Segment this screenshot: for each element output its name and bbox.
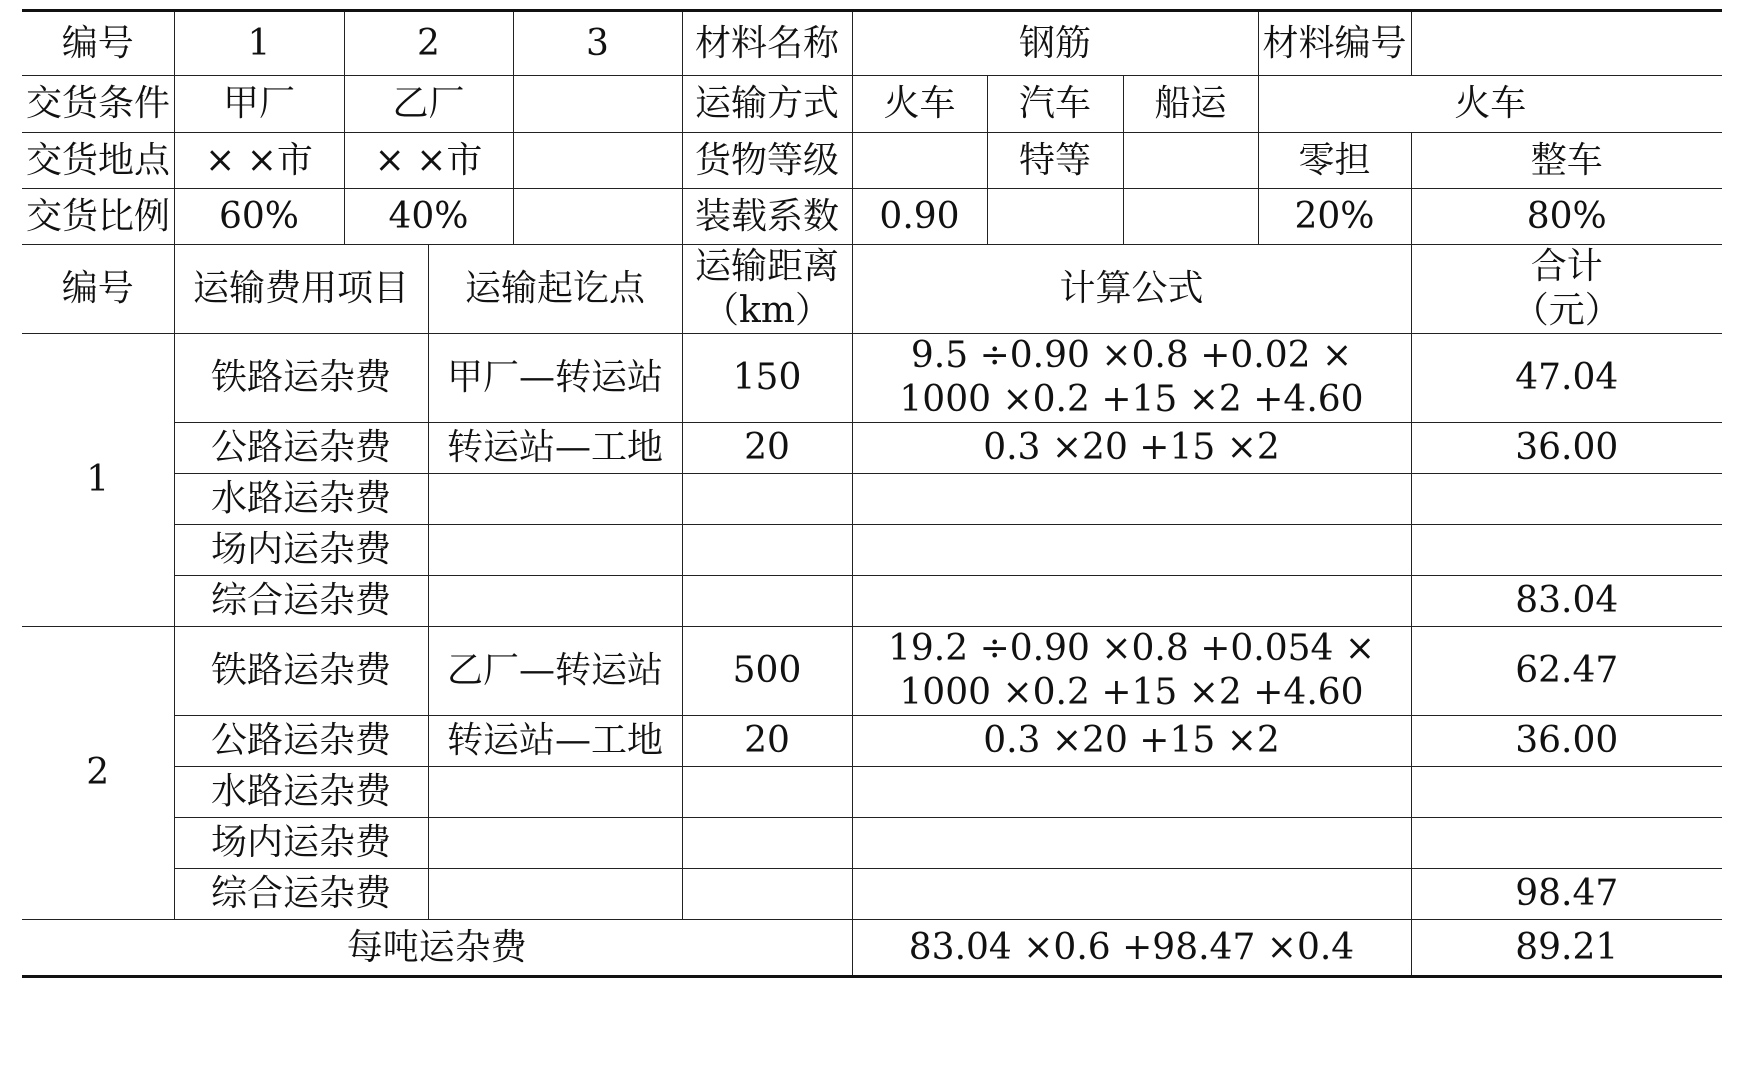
total-cell — [1411, 767, 1722, 818]
table-row — [22, 869, 1722, 920]
delivery-condition-3 — [513, 76, 682, 133]
lcl-label: 零担 — [1258, 133, 1411, 189]
col-header-distance-line2: （km） — [703, 290, 831, 331]
formula-cell — [852, 334, 1411, 423]
route-cell: 转运站—工地 — [428, 423, 682, 474]
total-cell: 47.04 — [1411, 334, 1722, 423]
route-cell: 甲厂—转运站 — [428, 334, 682, 423]
total-cell: 36.00 — [1411, 423, 1722, 474]
formula-cell: 0.3 ×20 +15 ×2 — [852, 423, 1411, 474]
table-row — [22, 627, 1722, 716]
total-cell — [1411, 474, 1722, 525]
formula-cell — [852, 474, 1411, 525]
table-row — [22, 423, 1722, 474]
delivery-condition-label: 交货条件 — [22, 76, 174, 133]
id-label: 编号 — [22, 11, 174, 76]
lcl-ratio: 20% — [1258, 189, 1411, 245]
cargo-grade-label: 货物等级 — [682, 133, 852, 189]
delivery-place-label: 交货地点 — [22, 133, 174, 189]
total-cell: 83.04 — [1411, 576, 1722, 627]
total-cell: 36.00 — [1411, 716, 1722, 767]
per-ton-cost-total: 89.21 — [1411, 920, 1722, 977]
distance-cell — [682, 869, 852, 920]
header-row-delivery-place — [22, 133, 1722, 189]
col-header-total — [1411, 245, 1722, 334]
col-header-formula: 计算公式 — [852, 245, 1411, 334]
id-cell-2: 2 — [344, 11, 513, 76]
transport-cost-table — [22, 245, 1722, 978]
cargo-grade-3 — [1123, 133, 1258, 189]
formula-line1: 19.2 ÷0.90 ×0.8 +0.054 × — [887, 628, 1376, 669]
item-cell: 水路运杂费 — [174, 474, 428, 525]
material-no-value — [1411, 11, 1722, 76]
item-cell: 综合运杂费 — [174, 869, 428, 920]
delivery-ratio-1: 60% — [174, 189, 344, 245]
delivery-ratio-label: 交货比例 — [22, 189, 174, 245]
cargo-grade-2: 特等 — [987, 133, 1123, 189]
distance-cell — [682, 525, 852, 576]
material-no-label: 材料编号 — [1258, 11, 1411, 76]
route-cell — [428, 818, 682, 869]
formula-cell — [852, 818, 1411, 869]
route-cell: 乙厂—转运站 — [428, 627, 682, 716]
delivery-ratio-2: 40% — [344, 189, 513, 245]
table-row — [22, 767, 1722, 818]
item-cell: 综合运杂费 — [174, 576, 428, 627]
route-cell — [428, 525, 682, 576]
total-cell — [1411, 525, 1722, 576]
total-cell — [1411, 818, 1722, 869]
distance-cell: 20 — [682, 423, 852, 474]
load-factor-3 — [1123, 189, 1258, 245]
table-row — [22, 474, 1722, 525]
transport-mode-train: 火车 — [852, 76, 987, 133]
table-row — [22, 576, 1722, 627]
total-cell: 62.47 — [1411, 627, 1722, 716]
transport-mode-truck: 汽车 — [987, 76, 1123, 133]
header-row-delivery-condition — [22, 76, 1722, 133]
delivery-place-3 — [513, 133, 682, 189]
fcl-ratio: 80% — [1411, 189, 1722, 245]
transport-mode-selected: 火车 — [1258, 76, 1722, 133]
load-factor-label: 装载系数 — [682, 189, 852, 245]
per-ton-cost-formula: 83.04 ×0.6 +98.47 ×0.4 — [852, 920, 1411, 977]
col-header-distance-line1: 运输距离 — [694, 246, 839, 287]
formula-cell — [852, 869, 1411, 920]
distance-cell: 20 — [682, 716, 852, 767]
column-header-row — [22, 245, 1722, 334]
route-cell — [428, 576, 682, 627]
item-cell: 公路运杂费 — [174, 716, 428, 767]
total-cell: 98.47 — [1411, 869, 1722, 920]
distance-cell — [682, 474, 852, 525]
col-header-total-line2: （元） — [1512, 290, 1621, 331]
distance-cell — [682, 818, 852, 869]
col-header-total-line1: 合计 — [1530, 246, 1603, 287]
col-header-route: 运输起讫点 — [428, 245, 682, 334]
formula-line2: 1000 ×0.2 +15 ×2 +4.60 — [899, 672, 1364, 713]
table-row — [22, 818, 1722, 869]
table-row — [22, 525, 1722, 576]
col-header-distance — [682, 245, 852, 334]
formula-cell — [852, 627, 1411, 716]
transport-mode-label: 运输方式 — [682, 76, 852, 133]
distance-cell — [682, 767, 852, 818]
material-name-label: 材料名称 — [682, 11, 852, 76]
route-cell — [428, 869, 682, 920]
distance-cell: 150 — [682, 334, 852, 423]
col-header-item: 运输费用项目 — [174, 245, 428, 334]
delivery-ratio-3 — [513, 189, 682, 245]
delivery-condition-2: 乙厂 — [344, 76, 513, 133]
id-cell-1: 1 — [174, 11, 344, 76]
formula-line1: 9.5 ÷0.90 ×0.8 +0.02 × — [910, 335, 1353, 376]
col-header-id: 编号 — [22, 245, 174, 334]
cargo-grade-1 — [852, 133, 987, 189]
load-factor-2 — [987, 189, 1123, 245]
delivery-place-1: × ×市 — [174, 133, 344, 189]
transport-mode-ship: 船运 — [1123, 76, 1258, 133]
group-id: 1 — [22, 334, 174, 627]
distance-cell: 500 — [682, 627, 852, 716]
item-cell: 铁路运杂费 — [174, 334, 428, 423]
header-row-delivery-ratio — [22, 189, 1722, 245]
distance-cell — [682, 576, 852, 627]
group-id: 2 — [22, 627, 174, 920]
item-cell: 场内运杂费 — [174, 818, 428, 869]
formula-cell — [852, 525, 1411, 576]
route-cell — [428, 474, 682, 525]
formula-line2: 1000 ×0.2 +15 ×2 +4.60 — [899, 379, 1364, 420]
item-cell: 场内运杂费 — [174, 525, 428, 576]
fcl-label: 整车 — [1411, 133, 1722, 189]
table-row — [22, 716, 1722, 767]
item-cell: 水路运杂费 — [174, 767, 428, 818]
transport-cost-sheet — [22, 9, 1722, 978]
header-row-ids — [22, 11, 1722, 76]
table-row — [22, 334, 1722, 423]
formula-cell: 0.3 ×20 +15 ×2 — [852, 716, 1411, 767]
formula-cell — [852, 576, 1411, 627]
load-factor-1: 0.90 — [852, 189, 987, 245]
route-cell: 转运站—工地 — [428, 716, 682, 767]
formula-cell — [852, 767, 1411, 818]
delivery-condition-1: 甲厂 — [174, 76, 344, 133]
id-cell-3: 3 — [513, 11, 682, 76]
item-cell: 铁路运杂费 — [174, 627, 428, 716]
item-cell: 公路运杂费 — [174, 423, 428, 474]
material-header-table — [22, 9, 1722, 245]
per-ton-cost-row — [22, 920, 1722, 977]
delivery-place-2: × ×市 — [344, 133, 513, 189]
per-ton-cost-label: 每吨运杂费 — [22, 920, 852, 977]
route-cell — [428, 767, 682, 818]
material-name-value: 钢筋 — [852, 11, 1258, 76]
